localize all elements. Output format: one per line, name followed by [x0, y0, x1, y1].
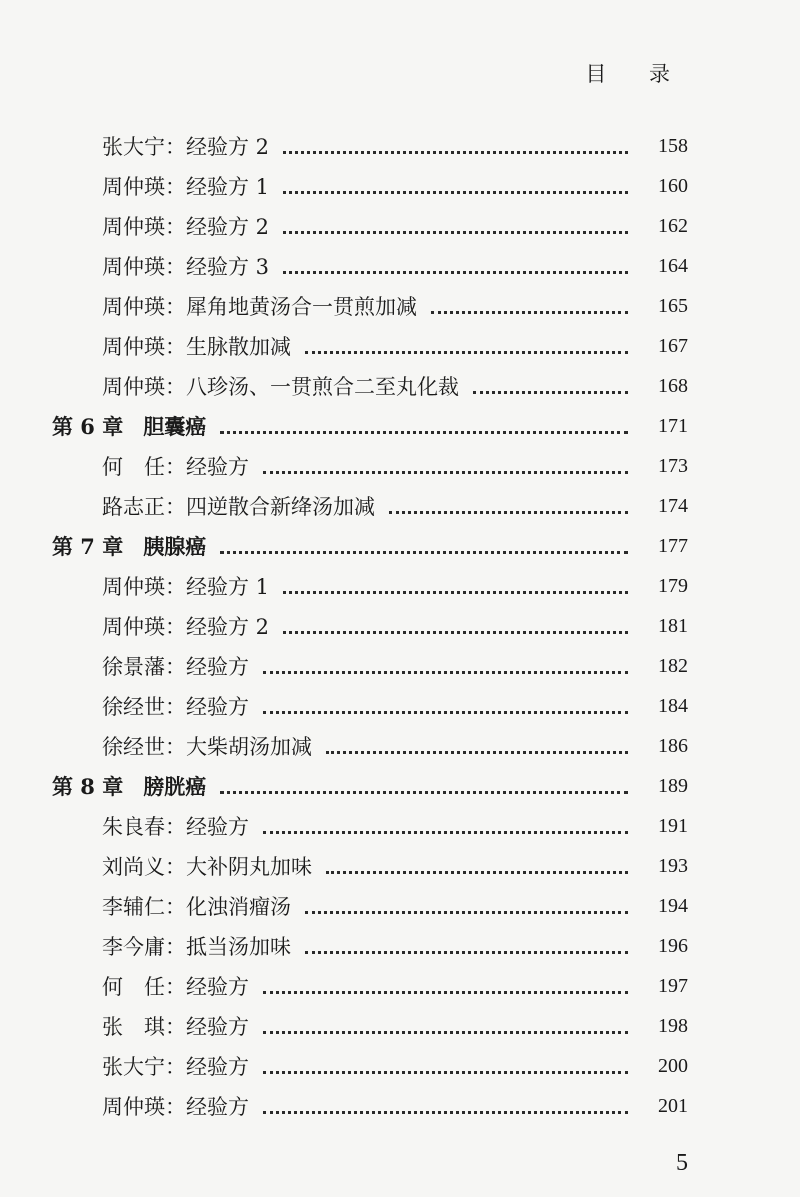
dot-leader: [220, 431, 628, 434]
toc-entry-row: [0, 166, 800, 206]
dot-leader: [283, 271, 628, 274]
entry-title: 周仲瑛：经验方 1: [102, 175, 270, 199]
dot-leader: [263, 1031, 628, 1034]
entry-title: 张 琪：经验方: [102, 1015, 249, 1039]
dot-leader: [283, 591, 628, 594]
toc-entry-row: [0, 1086, 800, 1126]
dot-leader: [263, 671, 628, 674]
toc-entry-row: [0, 846, 800, 886]
toc-entry-row: [0, 966, 800, 1006]
toc-entry-row: [0, 886, 800, 926]
toc-entry-row: [0, 246, 800, 286]
toc-entry-row: [0, 1006, 800, 1046]
toc-chapter-row: [0, 406, 800, 446]
chapter-number: 第 6 章: [52, 414, 124, 439]
dot-leader: [283, 191, 628, 194]
toc-entry-row: [0, 806, 800, 846]
entry-title: 周仲瑛：经验方 2: [102, 615, 270, 639]
entry-title: 徐经世：大柴胡汤加减: [102, 735, 312, 759]
toc-entry-row: [0, 606, 800, 646]
toc-page-number: 191: [658, 814, 688, 837]
toc-entry-row: [0, 126, 800, 166]
toc-entry-row: [0, 566, 800, 606]
dot-leader: [263, 831, 628, 834]
dot-leader: [283, 231, 628, 234]
toc-chapter-row: [0, 526, 800, 566]
entry-title: 朱良春：经验方: [102, 815, 249, 839]
toc-page-number: 181: [658, 614, 688, 637]
toc-page-number: 177: [658, 534, 688, 557]
chapter-name: 膀胱癌: [143, 774, 207, 799]
toc-page-number: 194: [658, 894, 688, 917]
entry-title: 周仲瑛：八珍汤、一贯煎合二至丸化裁: [102, 375, 459, 399]
toc-page-number: 198: [658, 1014, 688, 1037]
toc-page-number: 167: [658, 334, 688, 357]
toc-page-number: 165: [658, 294, 688, 317]
toc-page-number: 182: [658, 654, 688, 677]
entry-title: 何 任：经验方: [102, 975, 249, 999]
toc-entry-row: [0, 326, 800, 366]
entry-title: 徐景藩：经验方: [102, 655, 249, 679]
dot-leader: [326, 871, 628, 874]
entry-title: 徐经世：经验方: [102, 695, 249, 719]
dot-leader: [473, 391, 628, 394]
toc-page-number: 197: [658, 974, 688, 997]
chapter-title: [52, 411, 206, 441]
toc-page-number: 200: [658, 1054, 688, 1077]
toc-page-number: 179: [658, 574, 688, 597]
dot-leader: [263, 471, 628, 474]
dot-leader: [389, 511, 628, 514]
dot-leader: [263, 991, 628, 994]
entry-title: 周仲瑛：经验方 3: [102, 255, 270, 279]
toc-entry-row: [0, 1046, 800, 1086]
toc-entry-row: [0, 686, 800, 726]
toc-page-number: 201: [658, 1094, 688, 1117]
toc-page-number: 189: [658, 774, 688, 797]
toc-page-number: 193: [658, 854, 688, 877]
toc-entry-row: [0, 286, 800, 326]
chapter-name: 胆囊癌: [143, 414, 207, 439]
toc-page-number: 158: [658, 134, 688, 157]
entry-title: 刘尚义：大补阴丸加味: [102, 855, 312, 879]
dot-leader: [326, 751, 628, 754]
entry-title: 何 任：经验方: [102, 455, 249, 479]
dot-leader: [263, 711, 628, 714]
chapter-title: [52, 531, 206, 561]
chapter-name: 胰腺癌: [143, 534, 207, 559]
entry-title: 张大宁：经验方: [102, 1055, 249, 1079]
dot-leader: [283, 631, 628, 634]
toc-entry-row: [0, 926, 800, 966]
entry-title: 周仲瑛：经验方: [102, 1095, 249, 1119]
entry-title: 张大宁：经验方 2: [102, 135, 270, 159]
toc-page-number: 186: [658, 734, 688, 757]
toc-entry-row: [0, 446, 800, 486]
toc-page-number: 164: [658, 254, 688, 277]
dot-leader: [283, 151, 628, 154]
toc-entry-row: [0, 366, 800, 406]
chapter-number: 第 7 章: [52, 534, 124, 559]
entry-title: 路志正：四逆散合新绛汤加减: [102, 495, 375, 519]
entry-title: 周仲瑛：生脉散加减: [102, 335, 291, 359]
toc-page-number: 160: [658, 174, 688, 197]
dot-leader: [263, 1111, 628, 1114]
dot-leader: [431, 311, 628, 314]
dot-leader: [305, 951, 628, 954]
table-of-contents: [0, 126, 800, 1126]
toc-page-number: 173: [658, 454, 688, 477]
entry-title: 周仲瑛：犀角地黄汤合一贯煎加减: [102, 295, 417, 319]
entry-title: 周仲瑛：经验方 2: [102, 215, 270, 239]
toc-page-number: 196: [658, 934, 688, 957]
entry-title: 李辅仁：化浊消瘤汤: [102, 895, 291, 919]
dot-leader: [263, 1071, 628, 1074]
dot-leader: [220, 551, 628, 554]
chapter-title: [52, 771, 206, 801]
toc-chapter-row: [0, 766, 800, 806]
toc-page-number: 162: [658, 214, 688, 237]
dot-leader: [220, 791, 628, 794]
toc-entry-row: [0, 486, 800, 526]
entry-title: 李今庸：抵当汤加味: [102, 935, 291, 959]
page-number: 5: [676, 1150, 688, 1176]
toc-entry-row: [0, 646, 800, 686]
toc-page-number: 168: [658, 374, 688, 397]
dot-leader: [305, 351, 628, 354]
toc-page-number: 171: [658, 414, 688, 437]
toc-entry-row: [0, 726, 800, 766]
dot-leader: [305, 911, 628, 914]
chapter-number: 第 8 章: [52, 774, 124, 799]
toc-entry-row: [0, 206, 800, 246]
running-header-title: 目 录: [585, 62, 688, 86]
entry-title: 周仲瑛：经验方 1: [102, 575, 270, 599]
toc-page-number: 174: [658, 494, 688, 517]
toc-page-number: 184: [658, 694, 688, 717]
